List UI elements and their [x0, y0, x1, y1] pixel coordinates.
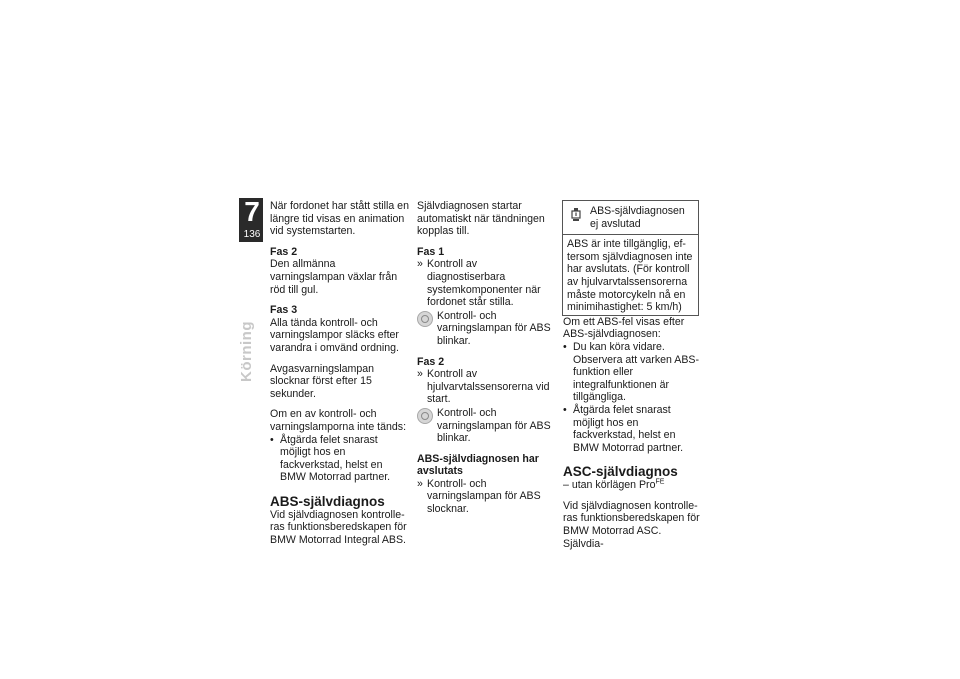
- page-number: 136: [243, 229, 261, 240]
- result-text: Kontroll- och varningslampan för ABS blinkar.: [437, 406, 551, 445]
- section-text: Vid självdiagnosen kontrolleras funktionsberedskapen för BMW Motorrad ASC. Självdia-: [563, 499, 700, 550]
- bullet-item: [563, 404, 703, 454]
- subheading-text: – utan körlägen Pro: [563, 479, 656, 492]
- step-item: [417, 258, 557, 308]
- bullet-mark: •: [270, 433, 274, 446]
- chapter-number: 7: [244, 196, 260, 227]
- subheading-superscript: FE: [655, 478, 665, 486]
- warning-lamp-icon: [571, 208, 581, 222]
- step-mark: »: [417, 477, 423, 490]
- step-mark: »: [417, 368, 423, 381]
- bullet-text: Du kan köra vidare. Observera att varken ABS-funktion eller integralfunktionen är tillgängliga.: [573, 340, 700, 404]
- result-text: Kontroll- och varningslampan för ABS blinkar.: [437, 309, 551, 347]
- paragraph: Avgasvarningslampan slocknar först efter 15 sekunder.: [270, 362, 375, 400]
- intro-text: När fordonet har stått stilla en längre tid visas en animation vid systemstarten.: [270, 200, 409, 238]
- bullet-item: [270, 434, 410, 484]
- bullet-text: Åtgärda felet snarast möjligt hos en fackverkstad, helst en BMW Motorrad partner.: [280, 433, 391, 484]
- paragraph: Om ett ABS-fel visas efter ABS-självdiagnosen:: [563, 315, 685, 341]
- section-text: Vid självdiagnosen kontrolleras funktionsberedskapen för BMW Motorrad Integral ABS.: [270, 508, 407, 547]
- intro-text: Självdiagnosen startar automatiskt när tändningen kopplas till.: [417, 200, 545, 238]
- paragraph: Om en av kontroll- och varningslamporna inte tänds:: [270, 408, 407, 433]
- result-item: [417, 310, 557, 348]
- done-heading: ABS-självdiagnosen har avslutats: [417, 452, 539, 478]
- bullet-mark: •: [563, 403, 567, 416]
- abs-lamp-icon: [417, 311, 433, 327]
- phase2-heading: Fas 2: [270, 245, 298, 258]
- note-title: ABS-självdiagnosen ej avslutad: [590, 205, 685, 230]
- note-header: [563, 201, 698, 235]
- section-heading: ASC-självdiagnos: [563, 464, 678, 480]
- step-text: Kontroll- och varningslampan för ABS slocknar.: [427, 477, 541, 516]
- bullet-mark: •: [563, 340, 567, 353]
- column-3: [563, 200, 703, 550]
- chapter-title: Körning: [238, 321, 255, 382]
- step-text: Kontroll av hjulvarvtalssensorerna vid start.: [427, 368, 550, 406]
- result-item: [417, 407, 557, 445]
- warning-note: [562, 200, 699, 316]
- column-2: [417, 200, 557, 516]
- phase2-text: Den allmänna varningslampan växlar från röd till gul.: [270, 258, 398, 296]
- phase1-heading: Fas 1: [417, 245, 445, 258]
- bullet-text: Åtgärda felet snarast möjligt hos en fackverkstad, helst en BMW Motorrad partner.: [573, 403, 684, 454]
- bullet-item: [563, 341, 703, 404]
- step-text: Kontroll av diagnostiserbara systemkomponenter när fordonet står stilla.: [427, 258, 541, 309]
- step-item: [417, 368, 557, 406]
- step-mark: »: [417, 258, 423, 271]
- note-body: ABS är inte tillgänglig, eftersom självdiagnosen inte har avslutats. (För kontroll av hjulvarvtalssensorerna måste motorcykeln nå en minimihastighet: 5 km/h): [567, 238, 693, 314]
- abs-lamp-icon: [417, 408, 433, 424]
- phase2-heading: Fas 2: [417, 355, 445, 368]
- section-subheading: [563, 479, 703, 492]
- phase3-text: Alla tända kontroll- och varningslampor släcks efter varandra i omvänd ordning.: [270, 316, 399, 354]
- step-item: [417, 478, 557, 516]
- column-1: [270, 200, 410, 547]
- phase3-heading: Fas 3: [270, 304, 298, 317]
- section-heading: ABS-självdiagnos: [270, 493, 385, 509]
